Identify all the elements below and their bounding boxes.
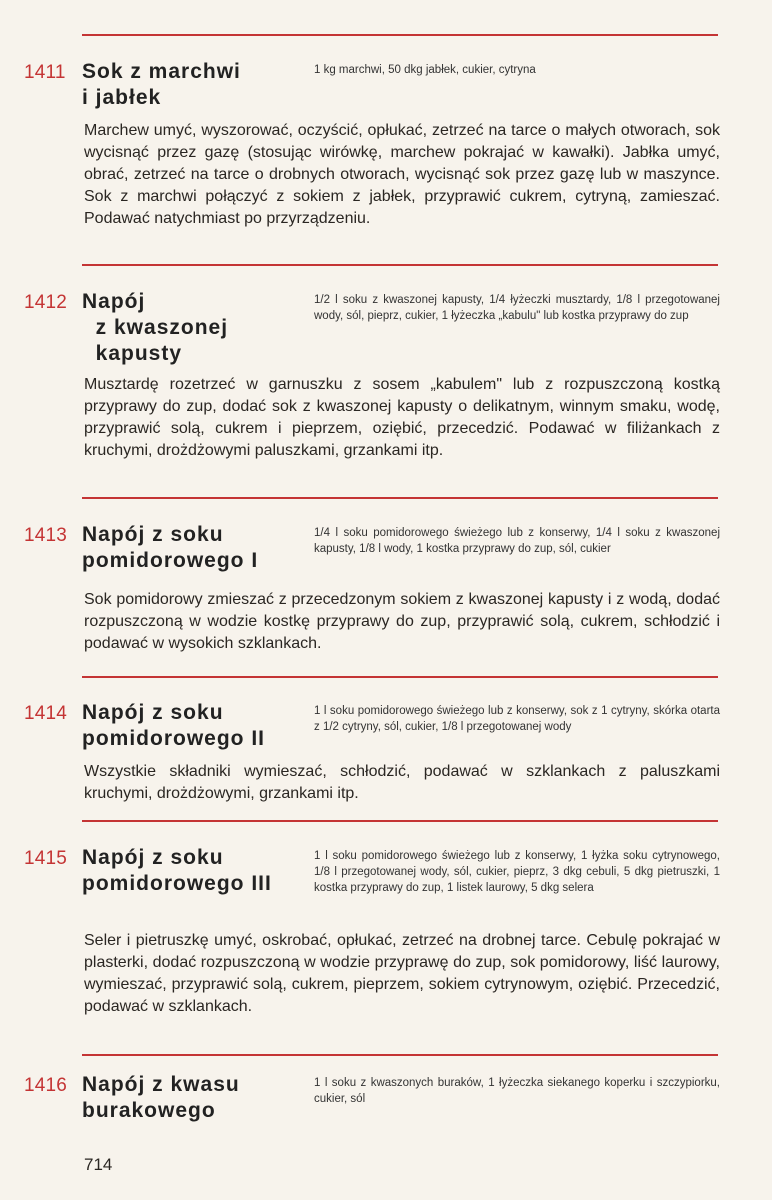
recipe-instructions: Sok pomidorowy zmieszać z przecedzonym sokiem z kwaszonej kapusty i z wodą, dodać rozpuszczoną w wodzie kostkę przyprawy do zup, przyprawić solą, cukrem, schłodzić i podawać w wysokich szklankach.: [84, 591, 720, 652]
page-number: 714: [84, 1155, 113, 1174]
divider-rule: [82, 676, 718, 678]
recipe-title: Napój z kwasu burakowego: [82, 1073, 240, 1122]
recipe-title: Sok z marchwi i jabłek: [82, 60, 241, 109]
divider-rule: [82, 264, 718, 266]
recipe-number: 1415: [24, 848, 68, 869]
recipe-number: 1414: [24, 703, 68, 724]
recipe-number: 1412: [24, 292, 68, 313]
recipe-instructions: Wszystkie składniki wymieszać, schłodzić, podawać w szklankach z paluszkami kruchymi, drożdżowymi, grzankami itp.: [84, 763, 720, 802]
recipe-title: Napój z soku pomidorowego III: [82, 846, 272, 895]
recipe-ingredients: 1 l soku z kwaszonych buraków, 1 łyżeczka siekanego koperku i szczypiorku, cukier, sól: [314, 1077, 720, 1105]
recipe-title: Napój z kwaszonej kapusty: [82, 290, 229, 365]
recipe-number: 1416: [24, 1075, 68, 1096]
recipe-title: Napój z soku pomidorowego I: [82, 523, 259, 572]
recipe-ingredients: 1 kg marchwi, 50 dkg jabłek, cukier, cytryna: [314, 64, 536, 76]
recipe-instructions: Marchew umyć, wyszorować, oczyścić, opłukać, zetrzeć na tarce o małych otworach, sok wycisnąć przez gazę (stosując wirówkę, marchew pokrajać w kawałki). Jabłka umyć, obrać, zetrzeć na tarce o drobnych otworach, wycisnąć sok przez gazę lub w maszynce. Sok z marchwi połączyć z sokiem z jabłek, przyprawić cukrem, cytryną, zamieszać. Podawać natychmiast po przyrządzeniu.: [84, 122, 720, 227]
recipe-title: Napój z soku pomidorowego II: [82, 701, 265, 750]
divider-rule: [82, 34, 718, 36]
recipe-ingredients: 1 l soku pomidorowego świeżego lub z konserwy, 1 łyżka soku cytrynowego, 1/8 l przegotowanej wody, sól, cukier, pieprz, 3 dkg cebuli, 5 dkg pietruszki, 1 kostka przyprawy do zup, 1 listek laurowy, 5 dkg selera: [314, 850, 720, 894]
recipe-ingredients: 1/4 l soku pomidorowego świeżego lub z konserwy, 1/4 l soku z kwaszonej kapusty, 1/8 l wody, 1 kostka przyprawy do zup, sól, cukier: [314, 527, 720, 555]
recipe-ingredients: 1 l soku pomidorowego świeżego lub z konserwy, sok z 1 cytryny, skórka otarta z 1/2 cytryny, sól, cukier, 1/8 l przegotowanej wody: [314, 705, 720, 733]
recipe-number: 1413: [24, 525, 68, 546]
recipe-instructions: Seler i pietruszkę umyć, oskrobać, opłukać, zetrzeć na drobnej tarce. Cebulę pokrajać w plasterki, dodać rozpuszczoną w wodzie przyprawę do zup, sok pomidorowy, liść laurowy, wymieszać, przyprawić solą, cukrem, pieprzem, sokiem cytrynowym, oziębić. Przecedzić, podawać w szklankach.: [84, 932, 720, 1015]
divider-rule: [82, 497, 718, 499]
recipe-instructions: Musztardę rozetrzeć w garnuszku z sosem „kabulem" lub z rozpuszczoną kostką przyprawy do zup, dodać sok z kwaszonej kapusty o delikatnym, winnym smaku, wodę, przyprawić solą, cukrem i pieprzem, oziębić, przecedzić. Podawać w filiżankach z kruchymi, drożdżowymi paluszkami, grzankami itp.: [84, 376, 720, 459]
recipe-ingredients: 1/2 l soku z kwaszonej kapusty, 1/4 łyżeczki musztardy, 1/8 l przegotowanej wody, sól, pieprz, cukier, 1 łyżeczka „kabulu" lub kostka przyprawy do zup: [314, 294, 720, 322]
divider-rule: [82, 1054, 718, 1056]
recipe-number: 1411: [24, 62, 66, 83]
divider-rule: [82, 820, 718, 822]
